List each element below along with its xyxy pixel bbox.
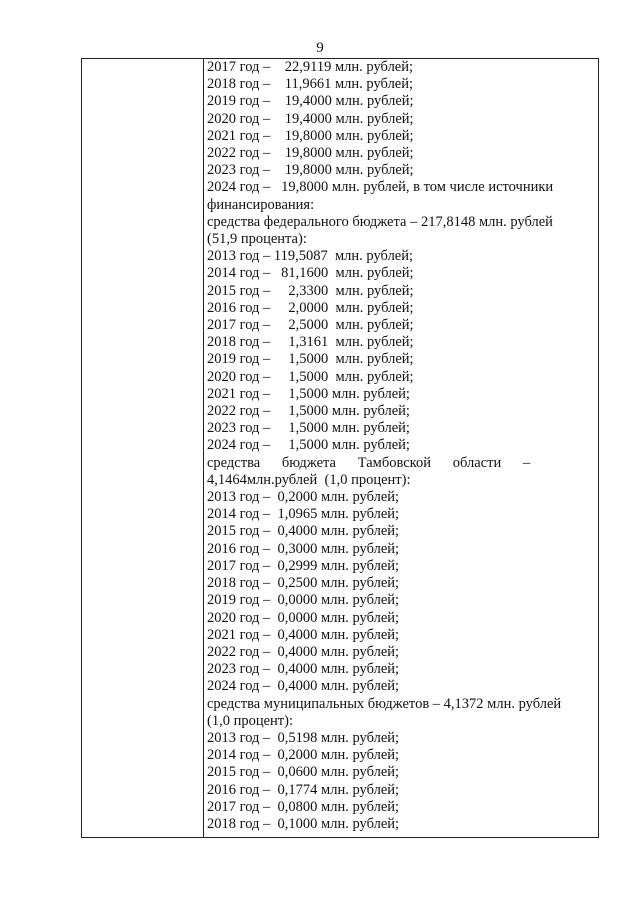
text-line: 2018 год – 1,3161 млн. рублей; [207,334,414,351]
text-line: 2023 год – 0,4000 млн. рублей; [207,661,400,678]
text-line: 2015 год – 2,3300 млн. рублей; [207,282,414,299]
text-line: (51,9 процента): [207,231,307,248]
text-line: 2016 год – 2,0000 млн. рублей; [207,299,414,316]
text-line: 4,1464млн.рублей (1,0 процент): [207,471,411,488]
text-line: 2019 год – 1,5000 млн. рублей; [207,351,414,368]
text-line: средства федерального бюджета – 217,8148 млн. рублей [207,213,553,230]
text-line: 2021 год – 19,8000 млн. рублей; [207,127,414,144]
text-line: 2018 год – 0,2500 млн. рублей; [207,575,400,592]
text-line: 2016 год – 0,3000 млн. рублей; [207,540,400,557]
text-line: 2019 год – 19,4000 млн. рублей; [207,93,414,110]
text-line: 2020 год – 0,0000 млн. рублей; [207,609,400,626]
text-line: 2014 год – 1,0965 млн. рублей; [207,506,400,523]
text-line: 2020 год – 1,5000 млн. рублей; [207,368,414,385]
text-line: 2023 год – 1,5000 млн. рублей; [207,420,410,437]
text-line: 2024 год – 19,8000 млн. рублей, в том числе источники [207,179,554,196]
text-line: 2014 год – 81,1600 млн. рублей; [207,265,414,282]
text-line: 2015 год – 0,0600 млн. рублей; [207,764,400,781]
passport-table [81,58,599,838]
text-line: 2020 год – 19,4000 млн. рублей; [207,110,414,127]
text-line: 2017 год – 0,2999 млн. рублей; [207,557,400,574]
text-line: 2019 год – 0,0000 млн. рублей; [207,592,400,609]
text-line: 2024 год – 1,5000 млн. рублей; [207,437,410,454]
text-line: 2022 год – 0,4000 млн. рублей; [207,643,400,660]
text-line: 2024 год – 0,4000 млн. рублей; [207,678,400,695]
text-line: 2021 год – 0,4000 млн. рублей; [207,626,400,643]
page-number: 9 [316,40,324,56]
text-line: 2023 год – 19,8000 млн. рублей; [207,162,414,179]
funding-text-cell [207,59,597,833]
text-line: финансирования: [207,196,315,213]
text-line: 2022 год – 1,5000 млн. рублей; [207,403,410,420]
text-line: 2014 год – 0,2000 млн. рублей; [207,747,400,764]
text-line: 2018 год – 11,9661 млн. рублей; [207,76,414,93]
text-line: 2022 год – 19,8000 млн. рублей; [207,145,414,162]
column-divider [203,59,204,837]
text-line: 2016 год – 0,1774 млн. рублей; [207,781,400,798]
text-line: 2015 год – 0,4000 млн. рублей; [207,523,400,540]
text-line: 2017 год – 22,9119 млн. рублей; [207,59,414,75]
text-line: 2017 год – 0,0800 млн. рублей; [207,798,400,815]
text-line: средства бюджета Тамбовской области – [207,454,531,471]
text-line: 2013 год – 0,2000 млн. рублей; [207,489,400,506]
text-line: 2018 год – 0,1000 млн. рублей; [207,815,400,832]
text-line: 2017 год – 2,5000 млн. рублей; [207,317,414,334]
text-line: (1,0 процент): [207,712,293,729]
text-line: 2013 год – 119,5087 млн. рублей; [207,248,414,265]
text-line: 2013 год – 0,5198 млн. рублей; [207,729,400,746]
text-line: 2021 год – 1,5000 млн. рублей; [207,385,410,402]
text-line: средства муниципальных бюджетов – 4,1372 млн. рублей [207,695,562,712]
